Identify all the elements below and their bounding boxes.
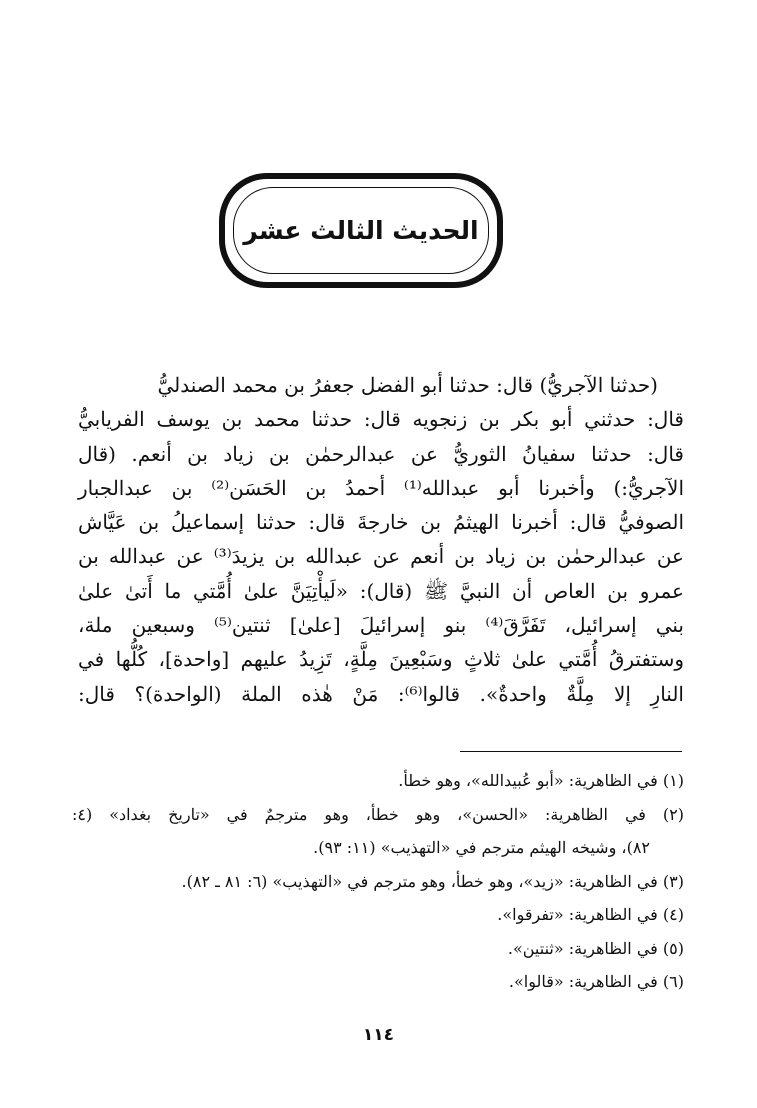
footnote-line: (٢) في الظاهرية: «الحسن»، وهو خطأ، وهو مترجمٌ في «تاريخ بغداد» (٤: <box>72 804 684 824</box>
body-line: بني إسرائيل، تَفَرَّقَ⁽⁴⁾ بنو إسرائيلَ [علىٰ] ثنتين⁽⁵⁾ وسبعين ملة، <box>78 613 684 638</box>
body-line: عن عبدالرحمٰن بن زياد بن أنعم عن عبدالله بن يزيدَ⁽³⁾ عن عبدالله بن <box>78 544 684 569</box>
body-line: (حدثنا الآجريُّ) قال: حدثنا أبو الفضل جعفرُ بن محمد الصندليُّ <box>157 373 658 397</box>
body-line: الصوفيُّ قال: أخبرنا الهيثمُ بن خارجةَ قال: حدثنا إسماعيلُ بن عَيَّاش <box>78 510 684 535</box>
body-line: قال: حدثني أبو بكر بن زنجويه قال: حدثنا محمد بن يوسف الفريابيُّ <box>78 407 684 432</box>
page-number: ١١٤ <box>362 1025 395 1045</box>
body-line: عمرو بن العاص أن النبيَّ ﷺ (قال): «لَيأْتِيَنَّ علىٰ أُمَّتي ما أَتىٰ علىٰ <box>78 578 684 603</box>
body-line: وستفترقُ أُمَّتي علىٰ ثلاثٍ وسَبْعِينَ مِلَّةٍ، تَزِيدُ عليهم [واحدة]، كُلُّها في <box>78 647 684 672</box>
footnote-line: (٣) في الظاهرية: «زيد»، وهو خطأ، وهو مترجم في «التهذيب» (٦: ٨١ ـ ٨٢). <box>181 871 684 891</box>
footnote-line: (٦) في الظاهرية: «قالوا». <box>508 972 684 991</box>
body-line: النارِ إلا مِلَّةٌ واحدةٌ». قالوا⁽⁶⁾: مَنْ هٰذه الملة (الواحدة)؟ قال: <box>78 681 684 706</box>
footnote-line: (١) في الظاهرية: «أبو عُبيدالله»، وهو خطأ. <box>398 771 684 790</box>
body-line: الآجريُّ:) وأخبرنا أبو عبدالله⁽¹⁾ أحمدُ بن الحَسَن⁽²⁾ بن عبدالجبار <box>78 475 685 500</box>
footnote-separator <box>460 751 682 752</box>
hadith-body <box>78 368 684 711</box>
chapter-title-frame <box>219 173 503 288</box>
body-line: قال: حدثنا سفيانُ الثوريُّ عن عبدالرحمٰن بن زياد بن أنعم. (قال <box>78 441 684 466</box>
footnotes <box>72 764 684 999</box>
footnote-line: (٤) في الظاهرية: «تفرقوا». <box>497 905 684 924</box>
chapter-title: الحديث الثالث عشر <box>243 216 479 245</box>
footnote-line: (٥) في الظاهرية: «ثنتين». <box>507 938 684 958</box>
footnote-line: ٨٢)، وشيخه الهيثم مترجم في «التهذيب» (١١: ٩٣). <box>313 838 650 857</box>
